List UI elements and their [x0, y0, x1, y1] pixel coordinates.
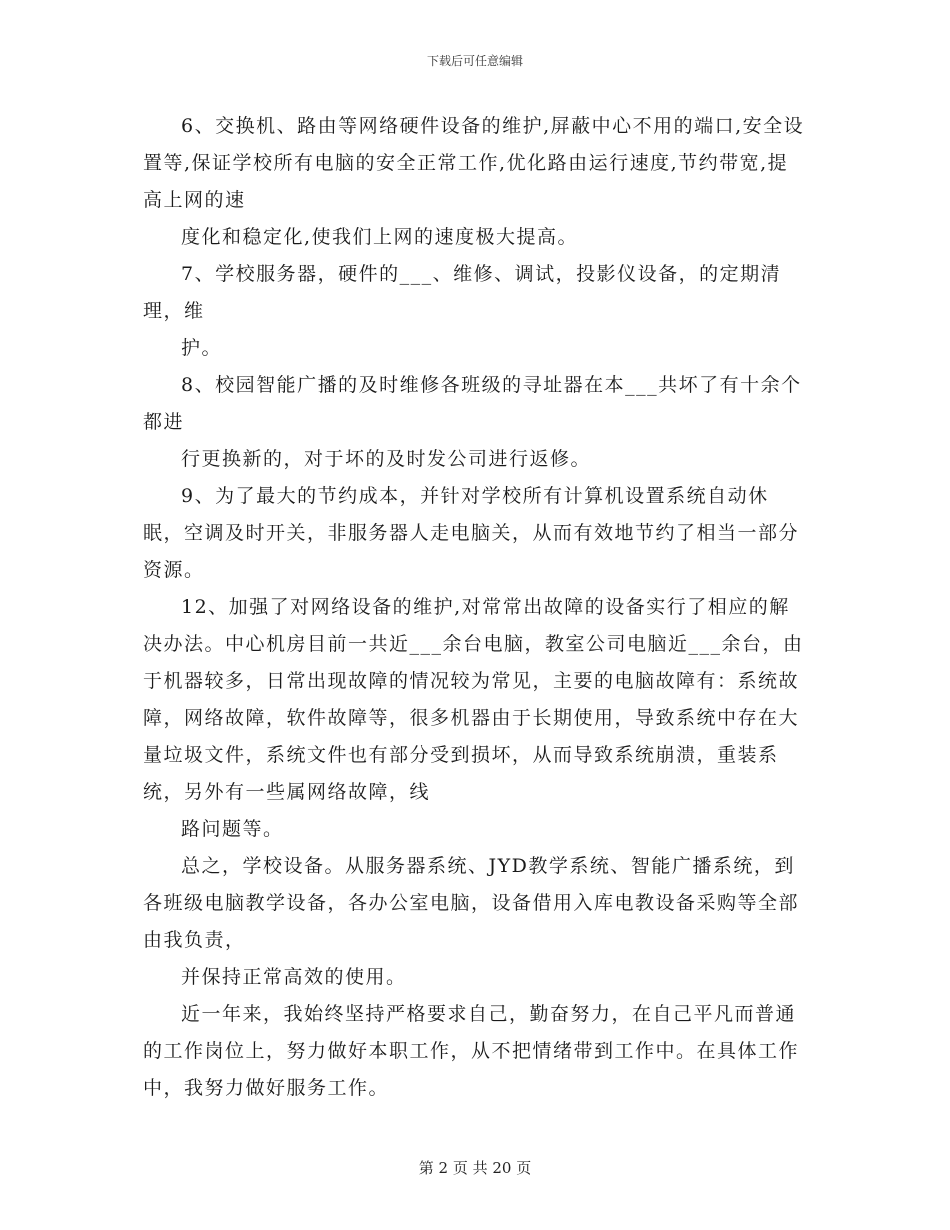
paragraph-12-continued: 路问题等。 — [181, 818, 284, 840]
paragraph-closing: 近一年来，我始终坚持严格要求自己，勤奋努力，在自己平凡而普通的工作岗位上，努力做好本职工作，从不把情绪带到工作中。在具体工作中，我努力做好服务工作。 — [143, 1003, 800, 1099]
paragraph-7: 7、学校服务器，硬件的___、维修、调试，投影仪设备，的定期清理，维 — [143, 263, 782, 322]
page-number: 第 2 页 共 20 页 — [418, 1159, 532, 1177]
document-body — [143, 108, 808, 1107]
paragraph-7-continued: 护。 — [181, 337, 223, 359]
paragraph-6: 6、交换机、路由等网络硬件设备的维护,屏蔽中心不用的端口,安全设置等,保证学校所有电脑的安全正常工作,优化路由运行速度,节约带宽,提高上网的速 — [143, 115, 805, 211]
paragraph-9: 9、为了最大的节约成本，并针对学校所有计算机设置系统自动休眠，空调及时开关，非服务器人走电脑关，从而有效地节约了相当一部分资源。 — [143, 485, 800, 581]
paragraph-summary-continued: 并保持正常高效的使用。 — [181, 966, 407, 988]
paragraph-8: 8、校园智能广播的及时维修各班级的寻址器在本___共坏了有十余个都进 — [143, 374, 802, 433]
header-note: 下载后可任意编辑 — [426, 54, 523, 68]
paragraph-8-continued: 行更换新的，对于坏的及时发公司进行返修。 — [181, 448, 592, 470]
paragraph-summary: 总之，学校设备。从服务器系统、JYD教学系统、智能广播系统，到各班级电脑教学设备，各办公室电脑，设备借用入库电教设备采购等全部由我负责， — [143, 855, 800, 951]
paragraph-6-continued: 度化和稳定化,使我们上网的速度极大提高。 — [181, 226, 579, 248]
paragraph-12: 12、加强了对网络设备的维护,对常常出故障的设备实行了相应的解决办法。中心机房目前一共近___余台电脑，教室公司电脑近___余台，由于机器较多，日常出现故障的情况较为常见，主要的电脑故障有：系统故障，网络故障，软件故障等，很多机器由于长期使用，导致系统中存在大量垃圾文件，系统文件也有部分受到损坏，从而导致系统崩溃，重装系统，另外有一些属网络故障，线 — [143, 596, 804, 803]
